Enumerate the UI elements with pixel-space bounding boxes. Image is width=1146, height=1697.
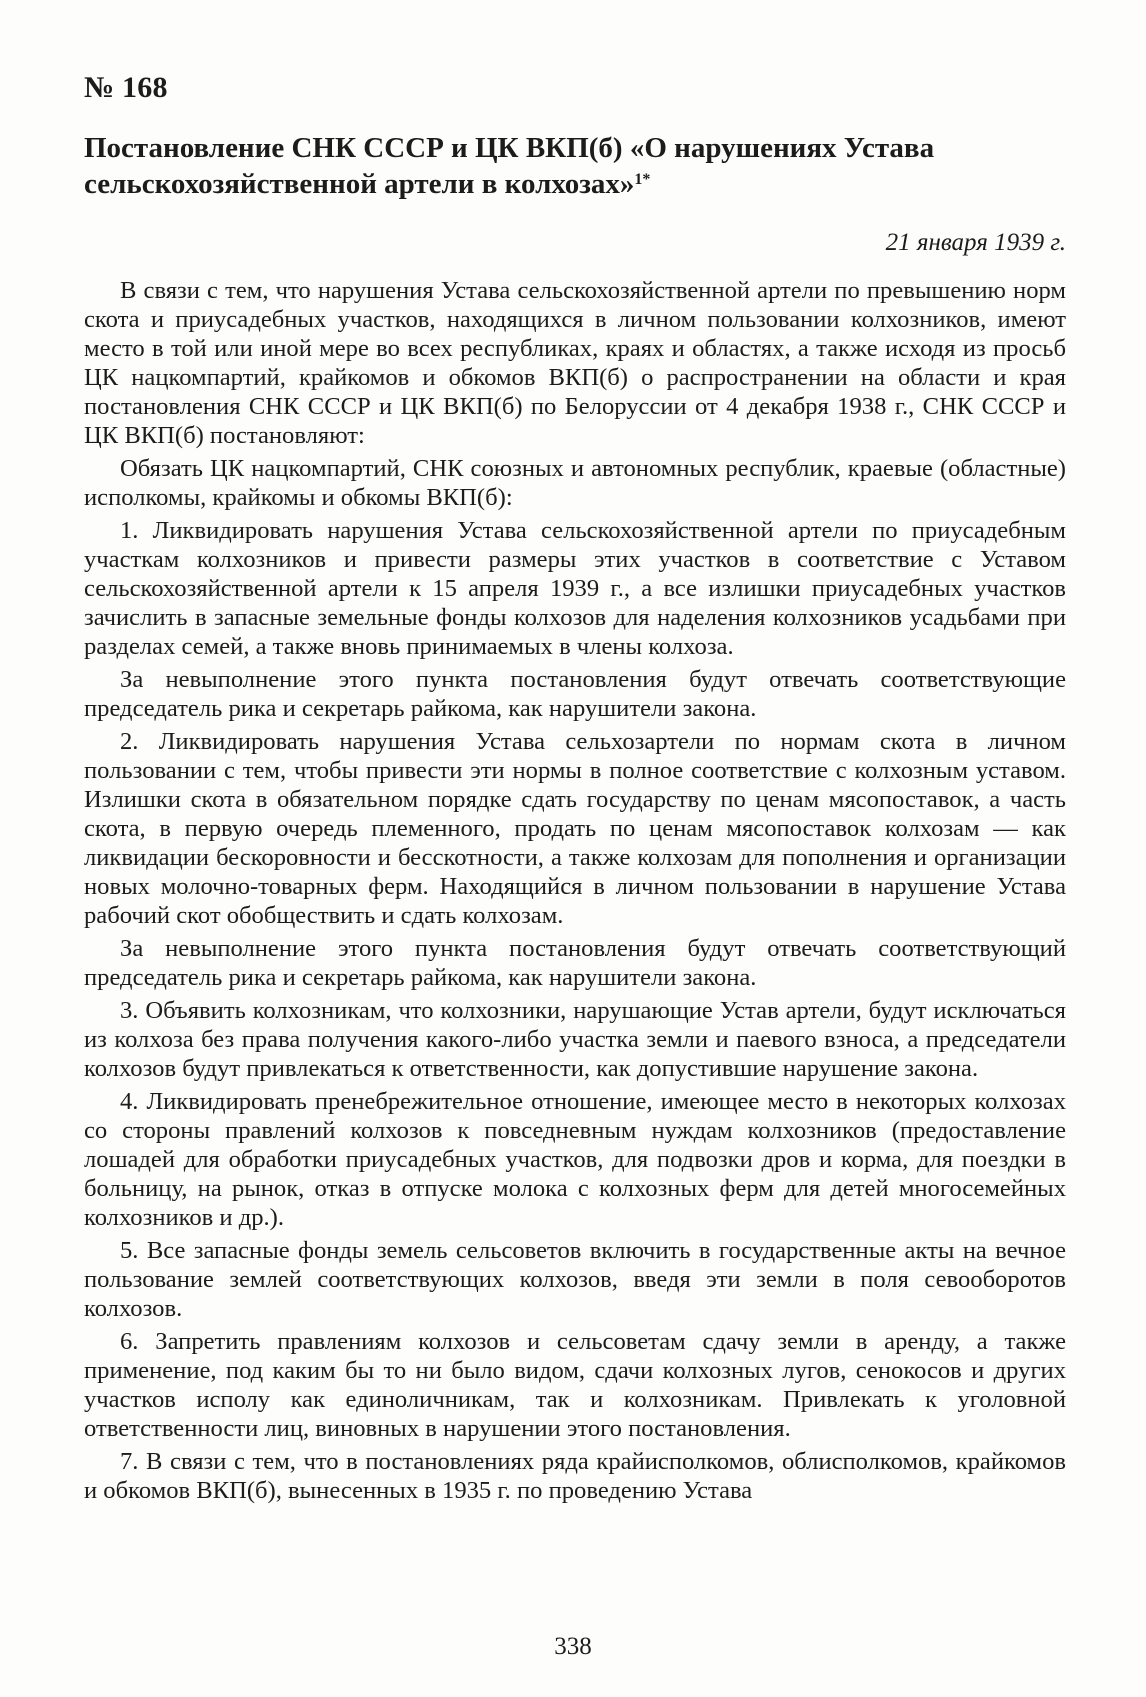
paragraph-preamble: В связи с тем, что нарушения Устава сельскохозяйственной артели по превышению норм скота и приусадебных участков, находящихся в личном пользовании колхозников, имеют место в той или иной мере во всех республиках, краях и областях, а также исходя из просьб ЦК нацкомпартий, крайкомов и обкомов ВКП(б) о распространении на области и края постановления СНК СССР и ЦК ВКП(б) по Белоруссии от 4 декабря 1938 г., СНК СССР и ЦК ВКП(б) постановляют: bbox=[84, 277, 1066, 449]
paragraph-obligation: Обязать ЦК нацкомпартий, СНК союзных и автономных республик, краевые (областные) исполкомы, крайкомы и обкомы ВКП(б): bbox=[84, 455, 1066, 511]
document-title bbox=[84, 130, 1074, 202]
document-number: № 168 bbox=[84, 71, 168, 104]
page-number: 338 bbox=[554, 1633, 592, 1660]
document-title-text: Постановление СНК СССР и ЦК ВКП(б) «О нарушениях Устава сельскохозяйственной артели в колхозах» bbox=[84, 132, 935, 200]
paragraph-item-3: 3. Объявить колхозникам, что колхозники, нарушающие Устав артели, будут исключаться из колхоза без права получения какого-либо участка земли и паевого взноса, а председатели колхозов будут привлекаться к ответственности, как допустившие нарушение закона. bbox=[84, 997, 1066, 1082]
paragraph-item-2-responsibility: За невыполнение этого пункта постановления будут отвечать соответствующий председатель рика и секретарь райкома, как нарушители закона. bbox=[84, 935, 1066, 991]
paragraph-item-5: 5. Все запасные фонды земель сельсоветов включить в государственные акты на вечное пользование землей соответствующих колхозов, введя эти земли в поля севооборотов колхозов. bbox=[84, 1237, 1066, 1322]
paragraph-item-7: 7. В связи с тем, что в постановлениях ряда крайисполкомов, облисполкомов, крайкомов и обкомов ВКП(б), вынесенных в 1935 г. по проведению Устава bbox=[84, 1448, 1066, 1504]
document-body bbox=[84, 276, 1066, 1509]
document-date: 21 января 1939 г. bbox=[885, 229, 1066, 256]
paragraph-item-1: 1. Ликвидировать нарушения Устава сельскохозяйственной артели по приусадебным участкам колхозников и привести размеры этих участков в соответствие с Уставом сельскохозяйственной артели к 15 апреля 1939 г., а все излишки приусадебных участков зачислить в запасные земельные фонды колхозов для наделения колхозников усадьбами при разделах семей, а также вновь принимаемых в члены колхоза. bbox=[84, 517, 1066, 660]
paragraph-item-4: 4. Ликвидировать пренебрежительное отношение, имеющее место в некоторых колхозах со стороны правлений колхозов к повседневным нуждам колхозников (предоставление лошадей для обработки приусадебных участков, для подвозки дров и корма, для поездки в больницу, на рынок, отказ в отпуске молока с колхозных ферм для детей многосемейных колхозников и др.). bbox=[84, 1088, 1066, 1231]
paragraph-item-2: 2. Ликвидировать нарушения Устава сельхозартели по нормам скота в личном пользовании с тем, чтобы привести эти нормы в полное соответствие с колхозным уставом. Излишки скота в обязательном порядке сдать государству по ценам мясопоставок, а часть скота, в первую очередь племенного, продать по ценам мясопоставок колхозам — как ликвидации бескоровности и бесскотности, а также колхозам для пополнения и организации новых молочно-товарных ферм. Находящийся в личном пользовании в нарушение Устава рабочий скот обобществить и сдать колхозам. bbox=[84, 728, 1066, 929]
footnote-marker[interactable]: 1* bbox=[634, 171, 651, 188]
paragraph-item-6: 6. Запретить правлениям колхозов и сельсоветам сдачу земли в аренду, а также применение, под каким бы то ни было видом, сдачи колхозных лугов, сенокосов и других участков исполу как единоличникам, так и колхозникам. Привлекать к уголовной ответственности лиц, виновных в нарушении этого постановления. bbox=[84, 1328, 1066, 1442]
paragraph-item-1-responsibility: За невыполнение этого пункта постановления будут отвечать соответствующие председатель рика и секретарь райкома, как нарушители закона. bbox=[84, 666, 1066, 722]
